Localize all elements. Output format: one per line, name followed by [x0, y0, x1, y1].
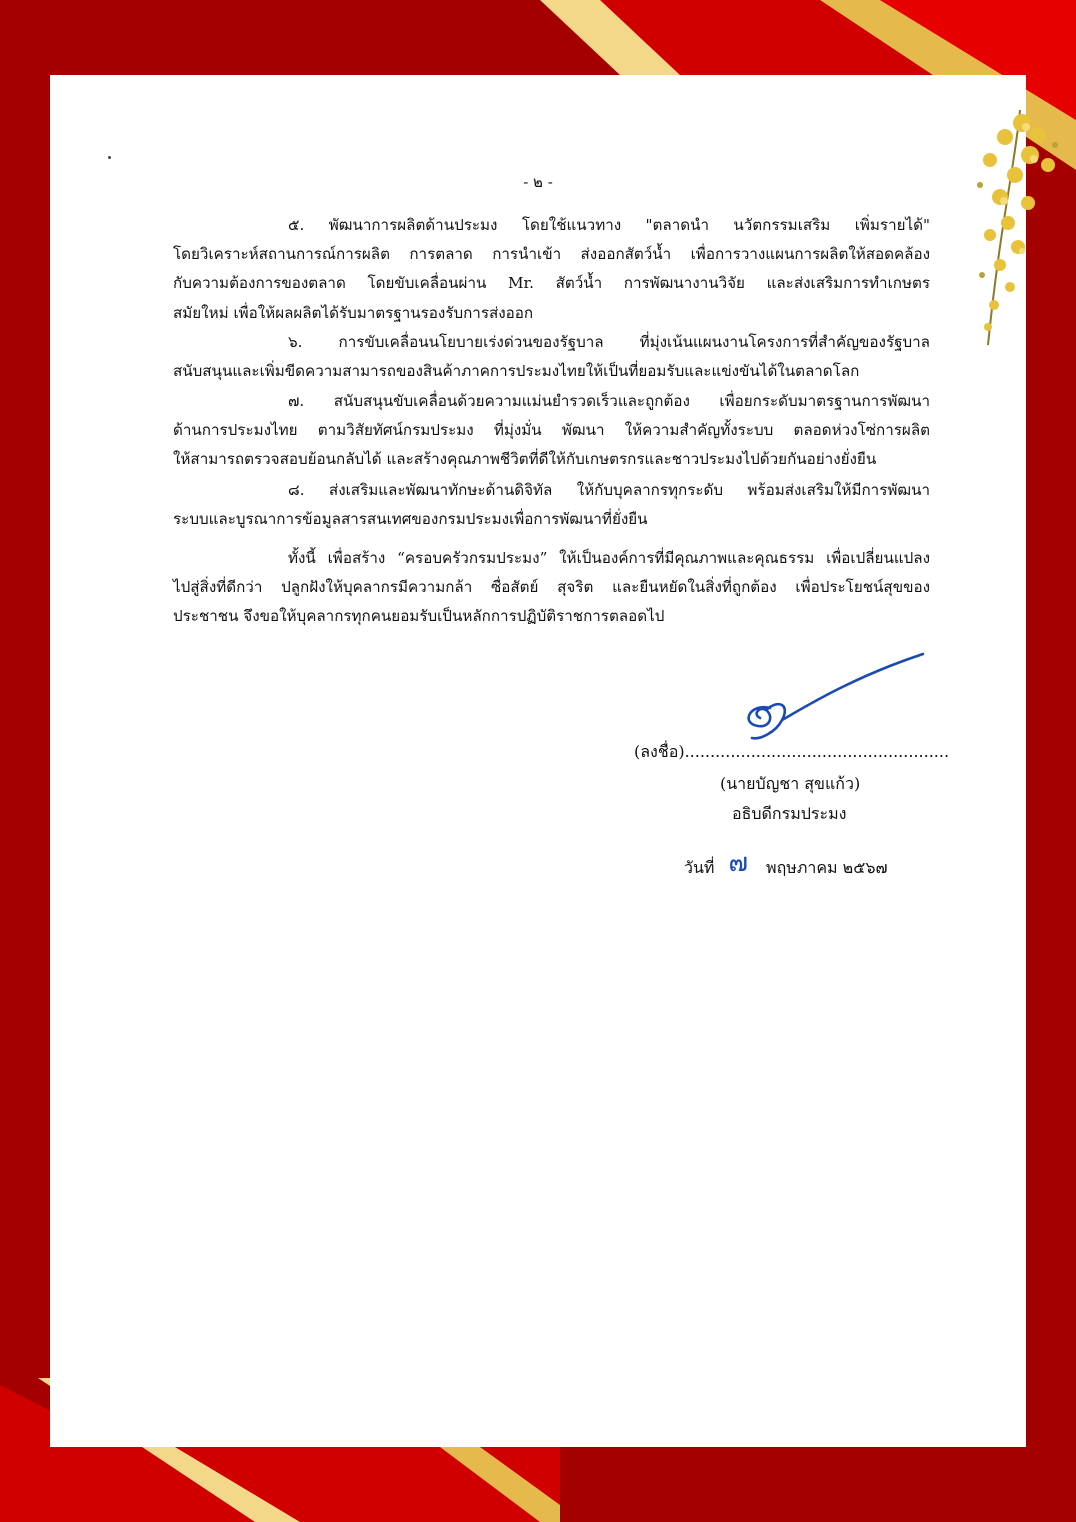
closing-paragraph [173, 544, 930, 632]
scan-dot [108, 156, 111, 159]
paragraph-line: ให้สามารถตรวจสอบย้อนกลับได้ และสร้างคุณภาพชีวิตที่ดีให้กับเกษตรกรและชาวประมงไปด้วยกันอย่างยั่งยืน [173, 450, 877, 469]
page-number: - ๒ - [523, 173, 553, 191]
paragraph-6 [173, 328, 930, 386]
paragraph-line: ๕. พัฒนาการผลิตด้านประมง โดยใช้แนวทาง "ตลาดนำ นวัตกรรมเสริม เพิ่มรายได้" [288, 216, 930, 234]
signature-line: (ลงชื่อ).................................................... [634, 742, 950, 761]
date-day: ๗ [728, 848, 749, 878]
paragraph-8 [173, 476, 930, 534]
paragraph-line: ๗. สนับสนุนขับเคลื่อนด้วยความแม่นยำรวดเร็วและถูกต้อง เพื่อยกระดับมาตรฐานการพัฒนา [288, 392, 930, 410]
paragraph-line: โดยวิเคราะห์สถานการณ์การผลิต การตลาด การนำเข้า ส่งออกสัตว์น้ำ เพื่อการวางแผนการผลิตให้สอดคล้อง [173, 245, 930, 264]
date-line [684, 844, 888, 885]
paragraph-line: ระบบและบูรณาการข้อมูลสารสนเทศของกรมประมงเพื่อการพัฒนาที่ยั่งยืน [173, 510, 648, 529]
paragraph-line: ๘. ส่งเสริมและพัฒนาทักษะด้านดิจิทัล ให้กับบุคลากรทุกระดับ พร้อมส่งเสริมให้มีการพัฒนา [288, 481, 930, 499]
date-prefix: วันที่ [684, 858, 715, 877]
paragraph-5 [173, 211, 930, 328]
golden-shower-flower-decoration [960, 105, 1070, 355]
signer-name: (นายบัญชา สุขแก้ว) [720, 774, 861, 793]
signer-title: อธิบดีกรมประมง [732, 804, 847, 823]
paragraph-line: ด้านการประมงไทย ตามวิสัยทัศน์กรมประมง ที่มุ่งมั่น พัฒนา ให้ความสำคัญทั้งระบบ ตลอดห่วงโซ่การผลิต [173, 421, 930, 440]
date-month-year: พฤษภาคม ๒๕๖๗ [766, 858, 888, 877]
paragraph-line: กับความต้องการของตลาด โดยขับเคลื่อนผ่าน Mr. สัตว์น้ำ การพัฒนางานวิจัย และส่งเสริมการทำเกษตร [173, 274, 930, 293]
paragraph-line: สนับสนุนและเพิ่มขีดความสามารถของสินค้าภาคการประมงไทยให้เป็นที่ยอมรับและแข่งขันได้ในตลาดโลก [173, 362, 860, 381]
paragraph-line: ทั้งนี้ เพื่อสร้าง “ครอบครัวกรมประมง” ให้เป็นองค์การที่มีคุณภาพและคุณธรรม เพื่อเปลี่ยนแปลง [288, 549, 930, 567]
paragraph-line: ไปสู่สิ่งที่ดีกว่า ปลูกฝังให้บุคลากรมีความกล้า ซื่อสัตย์ สุจริต และยืนหยัดในสิ่งที่ถูกต้อง เพื่อประโยชน์สุขของ [173, 578, 930, 597]
paragraph-line: ๖. การขับเคลื่อนนโยบายเร่งด่วนของรัฐบาล ที่มุ่งเน้นแผนงานโครงการที่สำคัญของรัฐบาล [288, 333, 930, 351]
paragraph-line: สมัยใหม่ เพื่อให้ผลผลิตได้รับมาตรฐานรองรับการส่งออก [173, 303, 534, 322]
paragraph-line: ประชาชน จึงขอให้บุคลากรทุกคนยอมรับเป็นหลักการปฏิบัติราชการตลอดไป [173, 607, 665, 626]
paragraph-7 [173, 387, 930, 475]
